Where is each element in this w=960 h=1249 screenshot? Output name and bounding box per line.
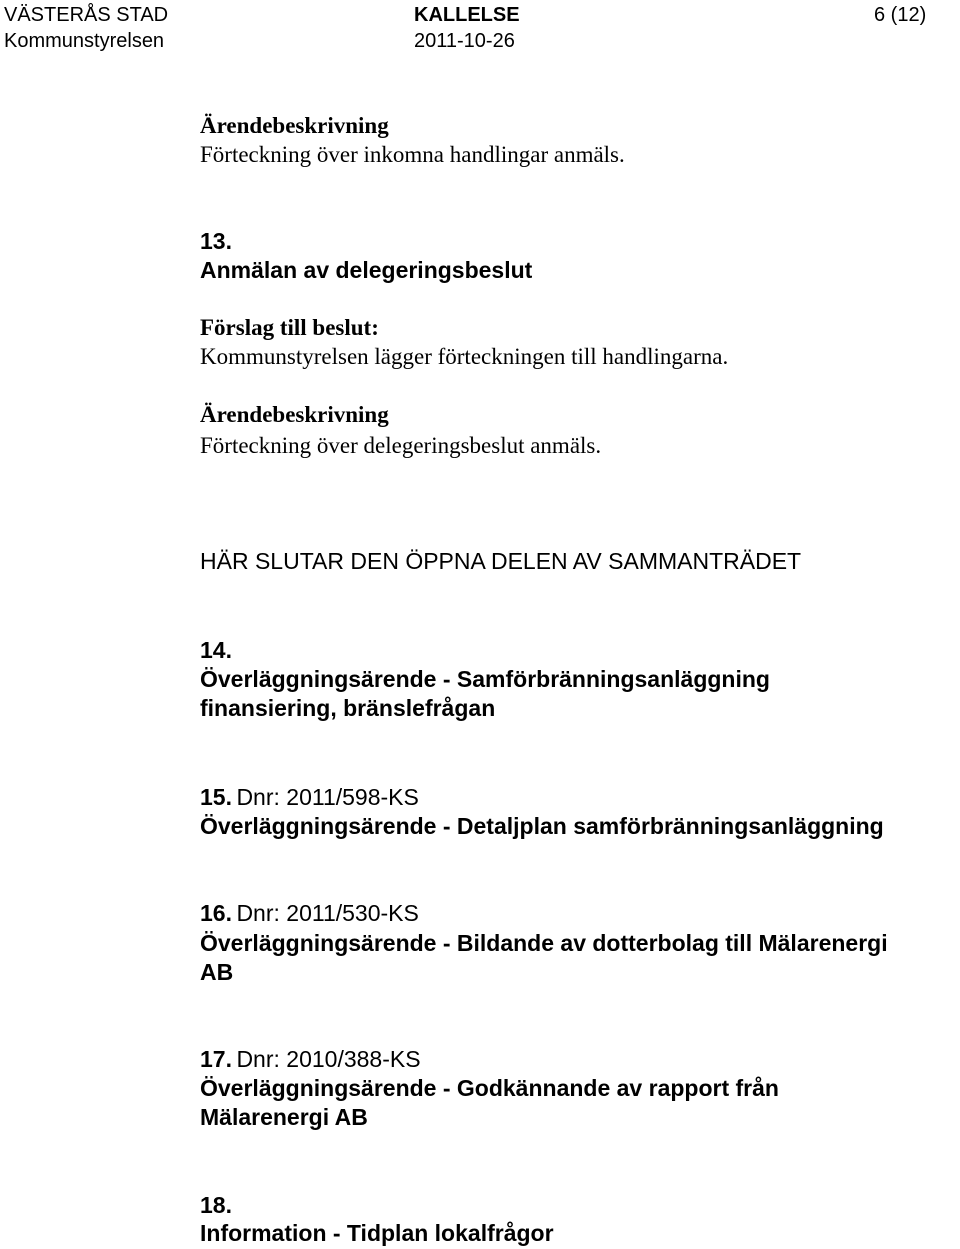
item-number: 14.: [200, 637, 232, 663]
item-dnr: Dnr: 2011/598-KS: [236, 784, 419, 810]
item-number: 16.: [200, 900, 232, 926]
closed-session-notice: HÄR SLUTAR DEN ÖPPNA DELEN AV SAMMANTRÄDET: [200, 548, 802, 574]
item-title: Anmälan av delegeringsbeslut: [200, 257, 533, 283]
header-board: Kommunstyrelsen: [4, 30, 165, 52]
item-header: [200, 782, 419, 812]
description-text: Förteckning över delegeringsbeslut anmäls.: [200, 433, 602, 458]
item-number: 17.: [200, 1046, 232, 1072]
item-title-line: Mälarenergi AB: [200, 1104, 368, 1130]
item-number: 13.: [200, 228, 232, 254]
item-number: 15.: [200, 784, 232, 810]
item-header: [200, 898, 419, 928]
header-doc-type: KALLELSE: [414, 4, 520, 26]
item-title-line: Information - Tidplan lokalfrågor: [200, 1220, 554, 1246]
description-heading: Ärendebeskrivning: [200, 402, 389, 427]
item-title-line: Överläggningsärende - Detaljplan samförbränningsanläggning: [200, 813, 884, 839]
section-text: Förteckning över inkomna handlingar anmäls.: [200, 142, 625, 167]
item-title-line: Överläggningsärende - Samförbränningsanläggning: [200, 666, 770, 692]
header-org: VÄSTERÅS STAD: [4, 4, 169, 26]
header-page-number: 6 (12): [874, 4, 927, 26]
item-title-line: Överläggningsärende - Bildande av dotterbolag till Mälarenergi: [200, 930, 888, 956]
item-dnr: Dnr: 2010/388-KS: [236, 1046, 421, 1072]
item-title-line: Överläggningsärende - Godkännande av rapport från: [200, 1075, 779, 1101]
proposal-heading: Förslag till beslut:: [200, 315, 379, 340]
item-title-line: finansiering, bränslefrågan: [200, 695, 496, 721]
section-heading: Ärendebeskrivning: [200, 113, 389, 138]
item-title-line: AB: [200, 959, 234, 985]
header-date: 2011-10-26: [414, 30, 515, 52]
proposal-text: Kommunstyrelsen lägger förteckningen till handlingarna.: [200, 344, 729, 369]
item-dnr: Dnr: 2011/530-KS: [236, 900, 419, 926]
item-number: 18.: [200, 1192, 232, 1218]
item-header: [200, 1044, 421, 1074]
